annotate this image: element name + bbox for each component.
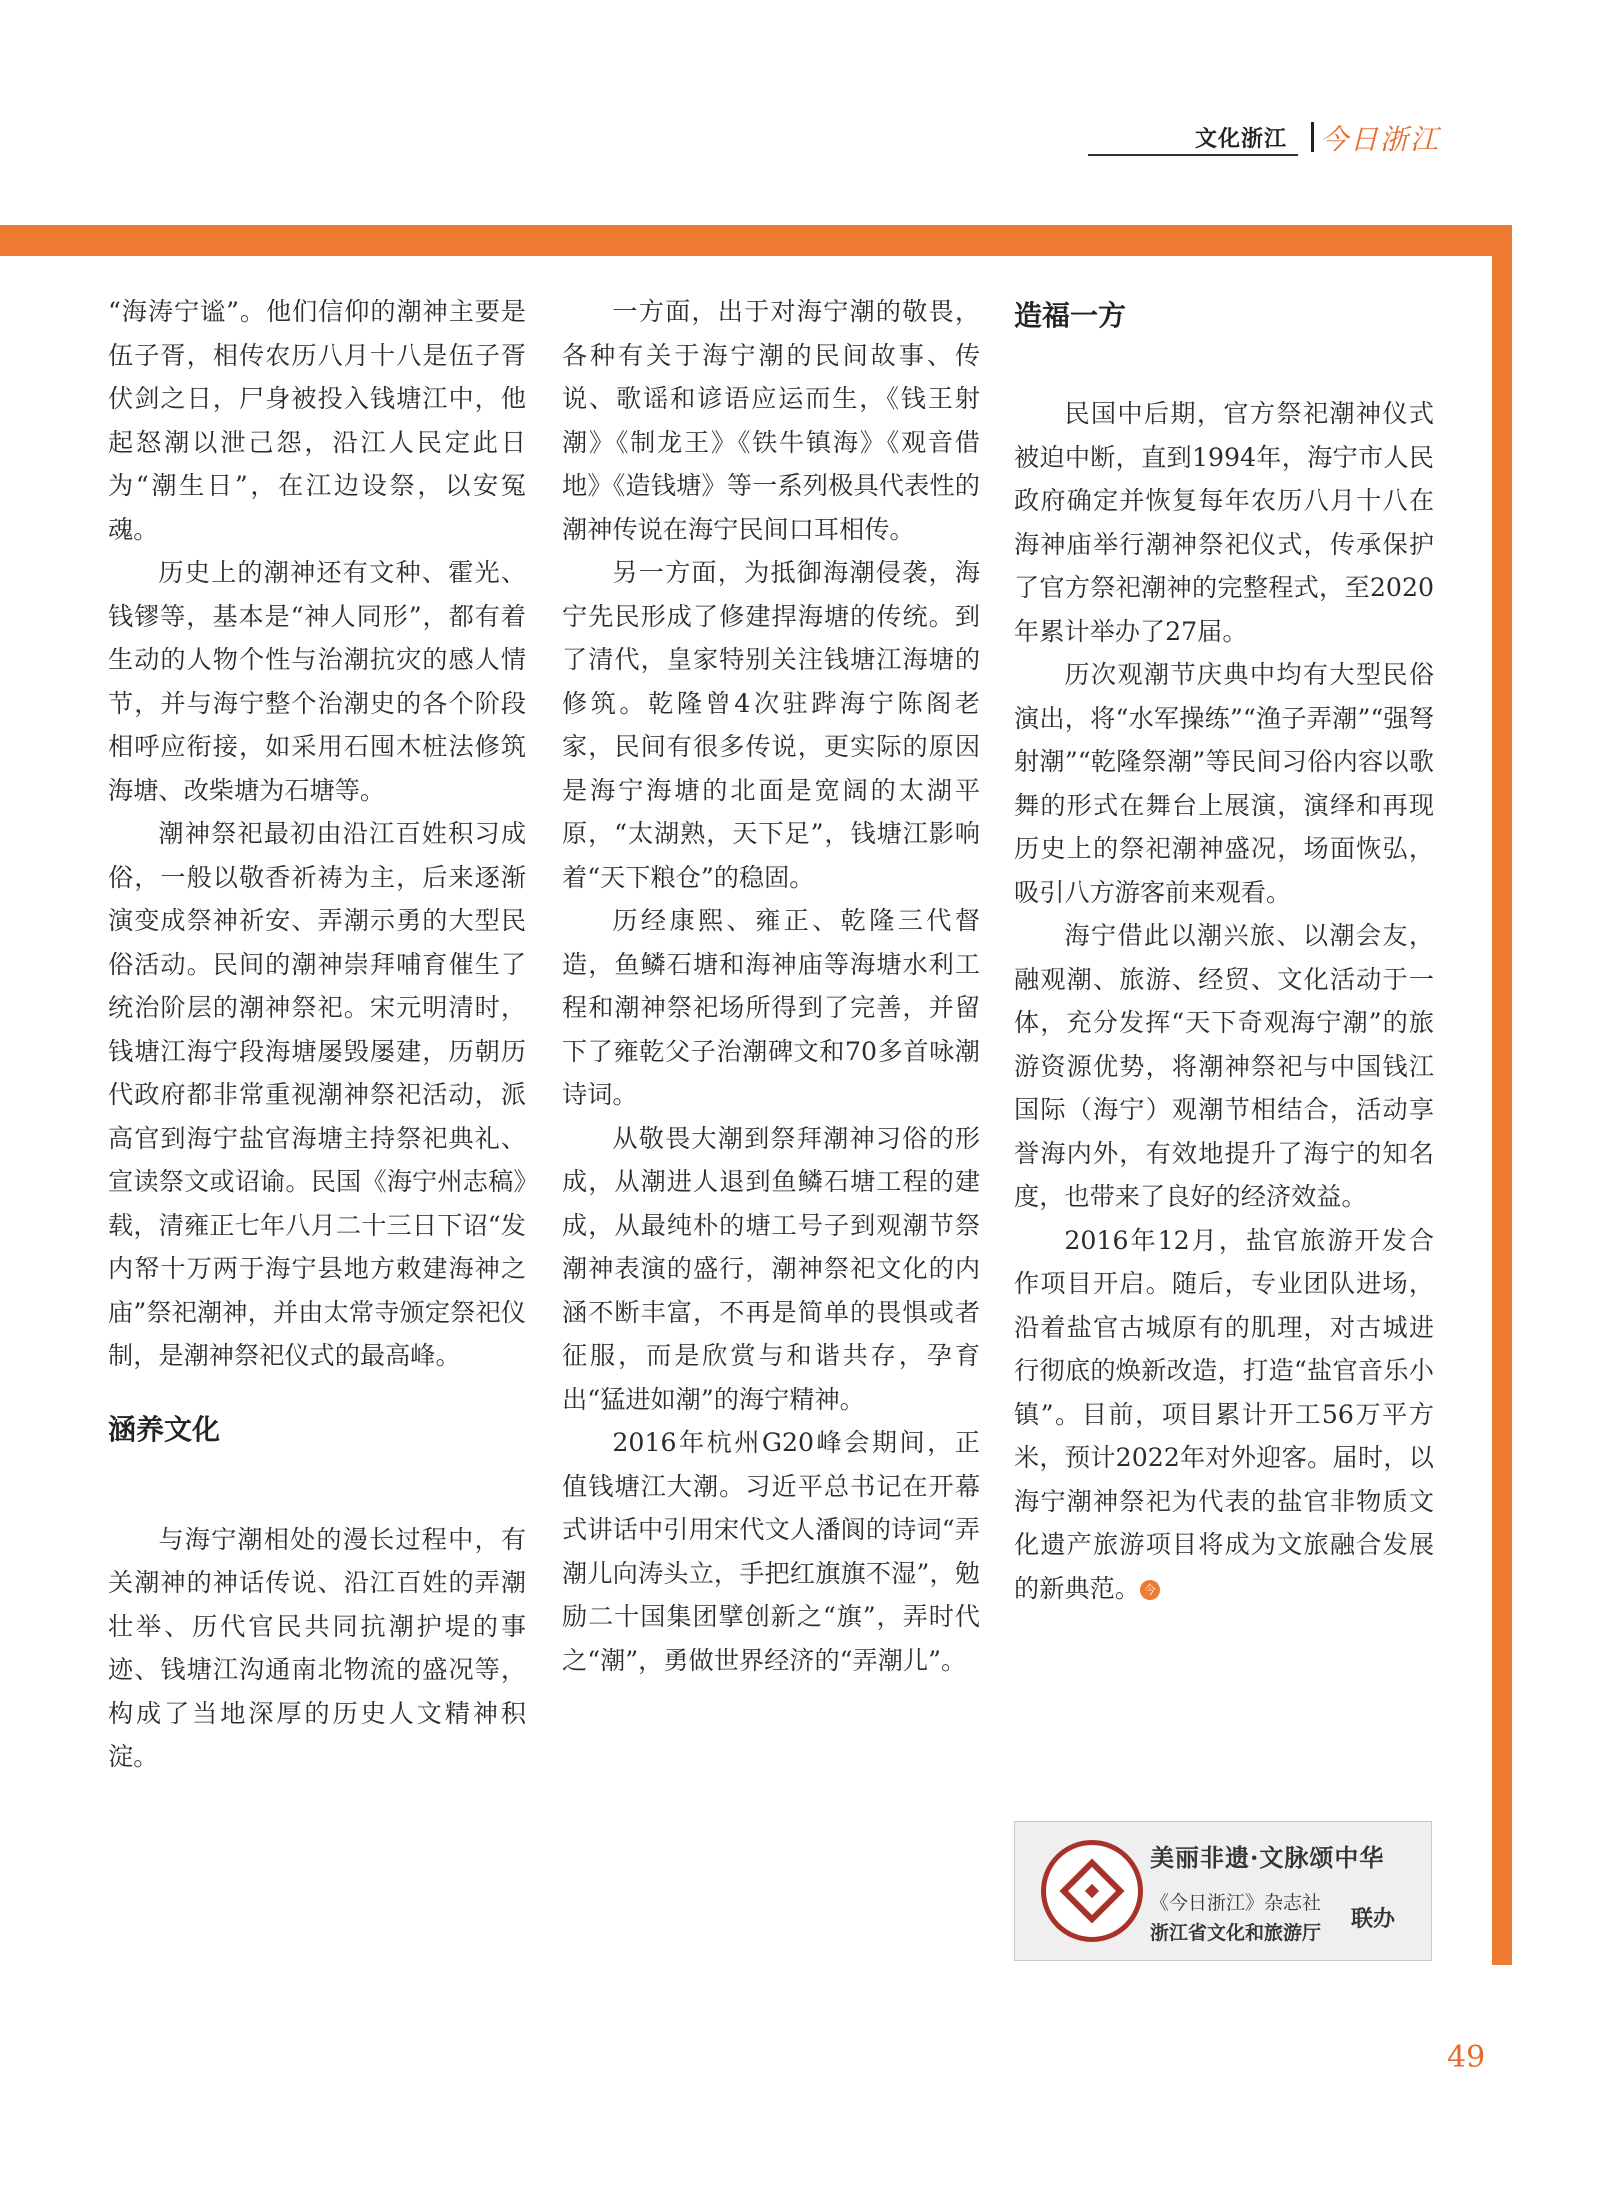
header-separator bbox=[1311, 122, 1314, 152]
paragraph bbox=[1014, 1219, 1434, 1611]
paragraph: 民国中后期，官方祭祀潮神仪式被迫中断，直到1994年，海宁市人民政府确定并恢复每年农历八月十八在海神庙举行潮神祭祀仪式，传承保护了官方祭祀潮神的完整程式，至2020年累计举办了27届。 bbox=[1014, 399, 1434, 646]
paragraph: 历史上的潮神还有文种、霍光、钱镠等，基本是“神人同形”，都有着生动的人物个性与治潮抗灾的感人情节，并与海宁整个治潮史的各个阶段相呼应衔接，如采用石囤木桩法修筑海塘、改柴塘为石塘等。 bbox=[108, 558, 526, 805]
heritage-banner bbox=[1014, 1821, 1432, 1961]
article-column-1 bbox=[108, 290, 526, 1779]
banner-organizer-2: 浙江省文化和旅游厅 bbox=[1150, 1922, 1322, 1944]
header-rule bbox=[1088, 154, 1298, 156]
section-heading: 涵养文化 bbox=[108, 1412, 221, 1446]
banner-joint-label: 联办 bbox=[1351, 1907, 1396, 1932]
section-heading: 造福一方 bbox=[1014, 299, 1127, 332]
article-column-3 bbox=[1014, 296, 1434, 1610]
banner-organizer-1: 《今日浙江》杂志社 bbox=[1150, 1892, 1322, 1914]
paragraph: 海宁借此以潮兴旅、以潮会友，融观潮、旅游、经贸、文化活动于一体，充分发挥“天下奇观海宁潮”的旅游资源优势，将潮神祭祀与中国钱江国际（海宁）观潮节相结合，活动享誉海内外，有效地提升了海宁的知名度，也带来了良好的经济效益。 bbox=[1014, 921, 1434, 1211]
section-title: 文化浙江 bbox=[1195, 127, 1288, 152]
paragraph: 历经康熙、雍正、乾隆三代督造，鱼鳞石塘和海神庙等海塘水利工程和潮神祭祀场所得到了完善，并留下了雍乾父子治潮碑文和70多首咏潮诗词。 bbox=[562, 906, 980, 1109]
intangible-heritage-emblem-icon bbox=[1041, 1840, 1143, 1942]
paragraph: 一方面，出于对海宁潮的敬畏，各种有关于海宁潮的民间故事、传说、歌谣和谚语应运而生，《钱王射潮》《制龙王》《铁牛镇海》《观音借地》《造钱塘》等一系列极具代表性的潮神传说在海宁民间口耳相传。 bbox=[562, 297, 980, 544]
magazine-logo: 今日浙江 bbox=[1320, 123, 1441, 156]
paragraph: 2016年杭州G20峰会期间，正值钱塘江大潮。习近平总书记在开幕式讲话中引用宋代文人潘阆的诗词“弄潮儿向涛头立，手把红旗旗不湿”，勉励二十国集团擘创新之“旗”，弄时代之“潮”，勇做世界经济的“弄潮儿”。 bbox=[562, 1428, 980, 1675]
paragraph: “海涛宁谧”。他们信仰的潮神主要是伍子胥，相传农历八月十八是伍子胥伏剑之日，尸身被投入钱塘江中，他起怒潮以泄己怨，沿江人民定此日为“潮生日”，在江边设祭，以安冤魂。 bbox=[108, 297, 526, 544]
article-column-2 bbox=[562, 290, 980, 1682]
end-mark-icon: 今 bbox=[1140, 1580, 1160, 1600]
top-orange-bar bbox=[0, 225, 1512, 256]
paragraph: 潮神祭祀最初由沿江百姓积习成俗，一般以敬香祈祷为主，后来逐渐演变成祭神祈安、弄潮示勇的大型民俗活动。民间的潮神崇拜哺育催生了统治阶层的潮神祭祀。宋元明清时，钱塘江海宁段海塘屡毁屡建，历朝历代政府都非常重视潮神祭祀活动，派高官到海宁盐官海塘主持祭祀典礼、宣读祭文或诏谕。民国《海宁州志稿》载，清雍正七年八月二十三日下诏“发内帑十万两于海宁县地方敕建海神之庙”祭祀潮神，并由太常寺颁定祭祀仪制，是潮神祭祀仪式的最高峰。 bbox=[108, 819, 526, 1370]
paragraph: 历次观潮节庆典中均有大型民俗演出，将“水军操练”“渔子弄潮”“强弩射潮”“乾隆祭潮”等民间习俗内容以歌舞的形式在舞台上展演，演绎和再现历史上的祭祀潮神盛况，场面恢弘，吸引八方游客前来观看。 bbox=[1014, 660, 1434, 907]
side-orange-bar bbox=[1492, 225, 1512, 1965]
paragraph-text: 2016年12月，盐官旅游开发合作项目开启。随后，专业团队进场，沿着盐官古城原有的肌理，对古城进行彻底的焕新改造，打造“盐官音乐小镇”。目前，项目累计开工56万平方米，预计2022年对外迎客。届时，以海宁潮神祭祀为代表的盐官非物质文化遗产旅游项目将成为文旅融合发展的新典范。 bbox=[1014, 1225, 1434, 1603]
paragraph: 另一方面，为抵御海潮侵袭，海宁先民形成了修建捍海塘的传统。到了清代，皇家特别关注钱塘江海塘的修筑。乾隆曾4次驻跸海宁陈阁老家，民间有很多传说，更实际的原因是海宁海塘的北面是宽阔的太湖平原，“太湖熟，天下足”，钱塘江影响着“天下粮仓”的稳固。 bbox=[562, 558, 980, 892]
banner-title: 美丽非遗·文脉颂中华 bbox=[1150, 1843, 1385, 1872]
paragraph: 与海宁潮相处的漫长过程中，有关潮神的神话传说、沿江百姓的弄潮壮举、历代官民共同抗潮护堤的事迹、钱塘江沟通南北物流的盛况等，构成了当地深厚的历史人文精神积淀。 bbox=[108, 1524, 526, 1771]
paragraph: 从敬畏大潮到祭拜潮神习俗的形成，从潮进人退到鱼鳞石塘工程的建成，从最纯朴的塘工号子到观潮节祭潮神表演的盛行，潮神祭祀文化的内涵不断丰富，不再是简单的畏惧或者征服，而是欣赏与和谐共存，孕育出“猛进如潮”的海宁精神。 bbox=[562, 1123, 980, 1414]
page-number: 49 bbox=[1447, 2040, 1486, 2075]
